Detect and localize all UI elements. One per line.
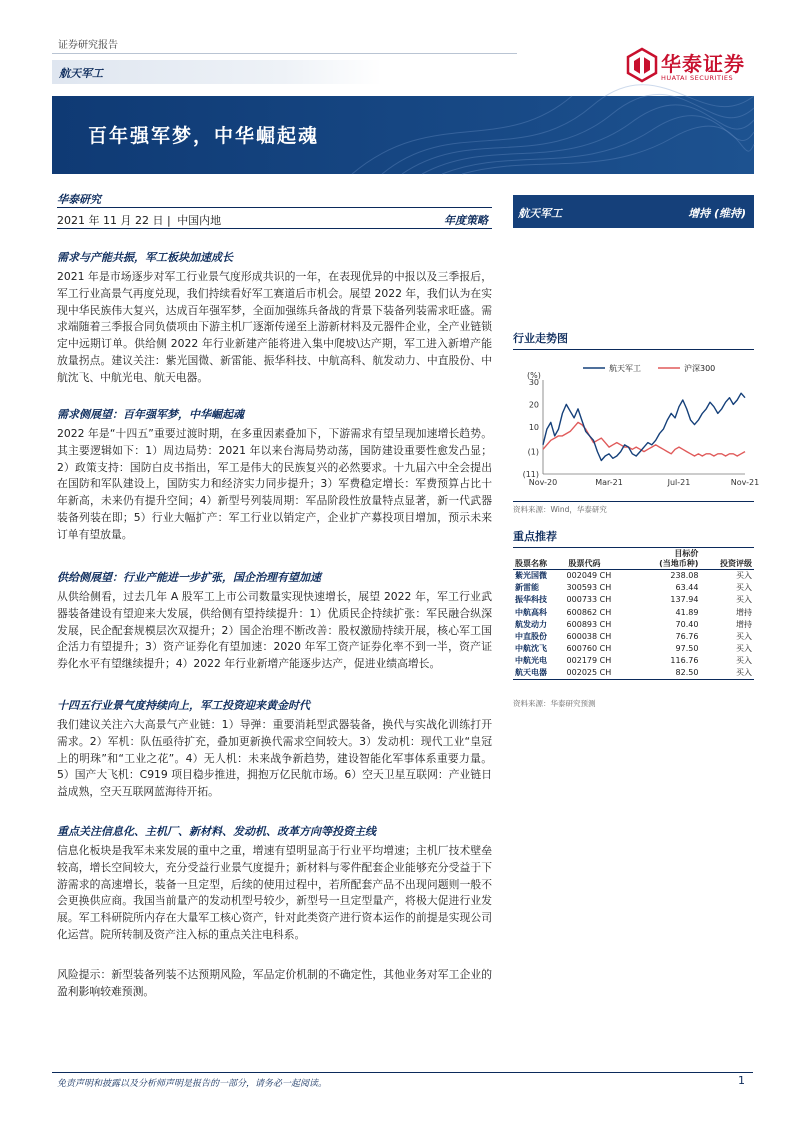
x-tick-label: Mar-21 xyxy=(595,478,623,487)
table-row xyxy=(513,570,754,582)
section-demand-outlook xyxy=(57,406,492,544)
section-heading: 重点关注信息化、主机厂、新材料、发动机、改革方向等投资主线 xyxy=(57,825,376,838)
dateline xyxy=(57,207,492,229)
table-row xyxy=(513,606,754,618)
rating-bar xyxy=(513,195,754,228)
section-heading: 需求侧展望：百年强军梦，中华崛起魂 xyxy=(57,408,244,421)
section-industry-cycle xyxy=(57,697,492,801)
investment-rating: 买入 xyxy=(736,644,752,654)
stock-name: 紫光国微 xyxy=(513,570,567,582)
industry-trend-chart xyxy=(513,356,760,496)
target-price: 116.76 xyxy=(670,656,699,666)
table-row xyxy=(513,618,754,630)
target-price: 76.76 xyxy=(675,632,699,642)
report-kind: 年度策略 xyxy=(444,214,488,227)
table-row xyxy=(513,594,754,606)
chart-source: 资料来源：Wind，华泰研究 xyxy=(513,501,754,515)
investment-rating: 买入 xyxy=(736,656,752,666)
huatai-logo xyxy=(627,48,752,90)
series-line-csi300 xyxy=(543,422,745,456)
stock-name: 中航光电 xyxy=(515,656,547,666)
section-body: 信息化板块是我军未来发展的重中之重，增速有望明显高于行业平均增速；主机厂技术壁垒较高，增长空间较大，充分受益行业景气度提升；新材料与零件配套企业能够充分受益于下游需求的高速增长，装备一旦定型，后续的使用过程中，若所配套产品不出现问题则一般不会更换供应商。我国当前量产的发动机型号较少，新型号一旦定型量产，将极大促进行业发展。军工科研院所内存在大量军工核心资产，针对此类资产进行资本运作的前提是实现公司化运营。院所转制及资产注入标的重点关注电科系。 xyxy=(57,844,492,941)
legend-label: 沪深300 xyxy=(684,364,716,373)
y-tick-label: 30 xyxy=(528,378,539,387)
y-tick-label: (1) xyxy=(527,447,539,457)
col-name-header: 股票名称 xyxy=(515,559,547,568)
page-number: 1 xyxy=(738,1074,745,1087)
legend-label: 航天军工 xyxy=(609,364,641,373)
picks-heading: 重点推荐 xyxy=(513,528,754,548)
investment-rating: 增持 xyxy=(736,619,752,629)
dateline-divider: | xyxy=(166,214,175,227)
logo-name-cn: 华泰证券 xyxy=(661,52,745,76)
target-price: 82.50 xyxy=(636,667,700,679)
report-region: 中国内地 xyxy=(177,214,222,227)
x-tick-label: Jul-21 xyxy=(667,478,691,487)
stock-code: 600760 CH xyxy=(566,644,612,654)
section-heading: 需求与产能共振，军工板块加速成长 xyxy=(57,251,233,264)
stock-name: 振华科技 xyxy=(515,595,547,605)
report-date: 2021 年 11 月 22 日 xyxy=(57,214,164,227)
section-investment-themes xyxy=(57,823,492,944)
stock-code: 600038 CH xyxy=(566,632,612,642)
logo-name-en: HUATAI SECURITIES xyxy=(661,74,734,82)
x-tick-label: Nov-21 xyxy=(730,478,760,487)
footer-disclaimer: 免责声明和披露以及分析师声明是报告的一部分，请务必一起阅读。 xyxy=(57,1079,328,1089)
target-price: 63.44 xyxy=(675,583,699,593)
y-tick-label: 20 xyxy=(528,400,539,410)
target-price: 41.89 xyxy=(675,607,699,617)
col-rating-header: 投资评级 xyxy=(720,559,752,568)
table-row xyxy=(513,582,754,594)
title-banner xyxy=(52,96,754,174)
stock-name: 航天电器 xyxy=(513,667,567,679)
research-org: 华泰研究 xyxy=(57,193,101,206)
header-rule xyxy=(52,53,517,54)
report-title: 百年强军梦，中华崛起魂 xyxy=(88,125,320,147)
table-header-row xyxy=(513,549,754,570)
stock-code: 002049 CH xyxy=(567,570,636,582)
investment-rating: 买入 xyxy=(700,667,754,679)
investment-rating: 买入 xyxy=(736,632,752,642)
stock-name: 航发动力 xyxy=(515,619,547,629)
investment-rating: 买入 xyxy=(736,583,752,593)
y-tick-label: (11) xyxy=(522,470,539,479)
table-row xyxy=(513,655,754,667)
table-row xyxy=(513,667,754,679)
section-body: 2021 年是市场逐步对军工行业景气度形成共识的一年，在表现优异的中报以及三季报后，军工行业高景气再度兑现，我们持续看好军工赛道后市机会。展望 2022 年，我们认为在实现中华民族伟大复兴，达成百年强军梦，全面加强练兵备战的背景下装备列装需求旺盛。需求端随着三季报合同负债项由下游主机厂逐渐传递至上游新材料及元器件企业，全产业链锁定中远期订单。供给侧 2022 年行业新建产能将进入集中爬坡\达产期，军工进入新增产能放量拐点。建议关注：紫光国微、新雷能、振华科技、中航高科、航发动力、中直股份、中航沈飞、中航光电、航天电器。 xyxy=(57,270,492,384)
stock-code: 300593 CH xyxy=(566,583,612,593)
table-row xyxy=(513,643,754,655)
huatai-logo-icon xyxy=(627,48,657,82)
investment-rating: 增持 xyxy=(736,607,752,617)
target-price: 238.08 xyxy=(636,570,700,582)
stock-code: 002179 CH xyxy=(566,656,612,666)
target-price: 70.40 xyxy=(675,619,699,629)
section-body: 从供给侧看，过去几年 A 股军工上市公司数量实现快速增长，展望 2022 年，军工行业武器装备建设有望迎来大发展，供给侧有望持续提升：1）优质民企持续扩张：军民融合纵深发展，民企配套规模层次双提升；2）国企治理不断改善：股权激励持续开展，核心军工国企活力有望提升；3）资产证券化有望加速：2020 年军工资产证券化率不到一半，资产证券化水平有望继续提升；4）2022 年行业新增产能逐步达产，促进业绩高增长。 xyxy=(57,590,492,671)
risk-warning: 风险提示：新型装备列装不达预期风险，军品定价机制的不确定性，其他业务对军工企业的盈利影响较难预测。 xyxy=(57,968,492,998)
target-price: 97.50 xyxy=(675,644,699,654)
investment-rating: 买入 xyxy=(736,595,752,605)
section-body: 我们建议关注六大高景气产业链：1）导弹：重要消耗型武器装备，换代与实战化训练打开需求。2）军机：队伍亟待扩充，叠加更新换代需求空间较大。3）发动机：现代工业“皇冠上的明珠”和“工业之花”。4）无人机：未来战争新趋势，建设智能化军事体系重要力量。5）国产大飞机：C919 项目稳步推进，拥抱万亿民航市场。6）空天卫星互联网：产业链日益成熟，空天互联网蓝海待开拓。 xyxy=(57,718,492,799)
doc-type-label: 证券研究报告 xyxy=(58,40,118,51)
stock-code: 600893 CH xyxy=(566,619,612,629)
section-heading: 十四五行业景气度持续向上，军工投资迎来黄金时代 xyxy=(57,699,310,712)
stock-code: 000733 CH xyxy=(566,595,612,605)
stock-code: 002025 CH xyxy=(567,667,636,679)
picks-source: 资料来源：华泰研究预测 xyxy=(513,699,596,708)
y-axis-unit: (%) xyxy=(527,371,541,380)
stock-name: 中航高科 xyxy=(515,607,547,617)
table-row xyxy=(513,630,754,642)
col-code-header: 股票代码 xyxy=(568,559,601,568)
col-target-header-top: 目标价 xyxy=(674,549,699,558)
recommended-stocks-table xyxy=(513,549,754,680)
section-heading: 供给侧展望：行业产能进一步扩张，国企治理有望加速 xyxy=(57,571,321,584)
target-price: 137.94 xyxy=(670,595,699,605)
section-body: 2022 年是“十四五”重要过渡时期，在多重因素叠加下，下游需求有望呈现加速增长趋势。其主要逻辑如下：1）周边局势：2021 年以来台海局势动荡，国防建设重要性愈发凸显；2）政策支持：国防白皮书指出，军工是伟大的民族复兴的必然要求。十九届六中全会提出在国防和军队建设上，国防实力和经济实力同步提升；3）军费稳定增长：军费预算占比十年新高，未来仍有提升空间；4）新型号列装周期：军品阶段性放量特点显著，新一代武器装备列装在即；5）行业大幅扩产：军工行业以销定产，企业扩产募投项目增加，预示未来订单有望放量。 xyxy=(57,427,492,541)
x-tick-label: Nov-20 xyxy=(528,478,558,487)
rating-sector: 航天军工 xyxy=(518,207,562,220)
col-target-header-bottom: (当地币种) xyxy=(659,559,699,568)
section-supply-outlook xyxy=(57,569,492,673)
section-demand-capacity xyxy=(57,249,492,387)
stock-name: 新雷能 xyxy=(515,583,539,593)
sector-tag: 航天军工 xyxy=(52,60,382,84)
stock-name: 中航沈飞 xyxy=(515,644,547,654)
y-tick-label: 10 xyxy=(528,422,539,432)
trend-chart-heading: 行业走势图 xyxy=(513,330,754,350)
footer-rule xyxy=(52,1072,753,1073)
stock-name: 中直股份 xyxy=(515,632,547,642)
col-target-header xyxy=(636,549,700,570)
investment-rating: 买入 xyxy=(700,570,754,582)
rating-value: 增持 (维持) xyxy=(688,207,746,220)
stock-code: 600862 CH xyxy=(566,607,612,617)
